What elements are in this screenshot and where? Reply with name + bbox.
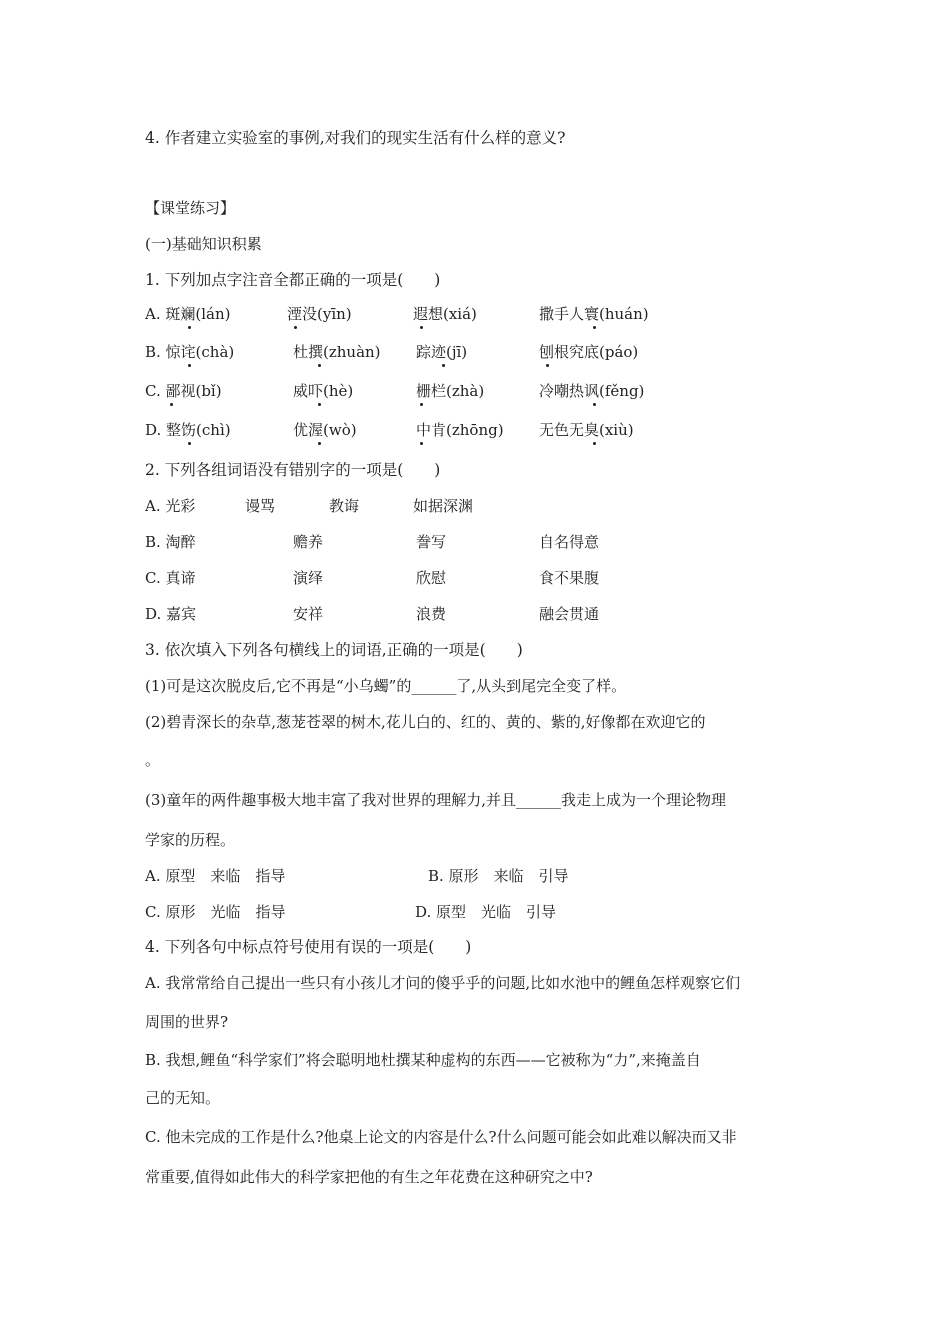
q4-option-b-line-2: 己的无知。 bbox=[145, 1089, 221, 1107]
q4-stem: 4. 下列各句中标点符号使用有误的一项是( ) bbox=[145, 938, 472, 956]
q1-d-4: 无色无臭(xiù) bbox=[539, 421, 634, 439]
q3-sentence-3-end: 学家的历程。 bbox=[145, 831, 236, 849]
emphasis-dot bbox=[318, 364, 321, 367]
q1-b-1: B. 惊诧(chà) bbox=[145, 343, 235, 361]
emphasis-dot bbox=[442, 364, 445, 367]
q2-c-1: C. 真谛 bbox=[145, 569, 196, 587]
q4-option-a-line-1: A. 我常常给自己提出一些只有小孩儿才问的傻乎乎的问题,比如水池中的鲤鱼怎样观察它们 bbox=[145, 974, 741, 992]
q1-c-1: C. 鄙视(bǐ) bbox=[145, 382, 222, 400]
q1-a-1: A. 斑斓(lán) bbox=[145, 305, 231, 323]
q2-a-1: A. 光彩 bbox=[145, 497, 196, 515]
q2-stem: 2. 下列各组词语没有错别字的一项是( ) bbox=[145, 461, 441, 479]
emphasis-dot bbox=[420, 403, 423, 406]
emphasis-dot bbox=[593, 442, 596, 445]
q3-sentence-1: (1)可是这次脱皮后,它不再是“小乌蠋”的______了,从头到尾完全变了样。 bbox=[145, 677, 627, 695]
q1-c-3: 栅栏(zhà) bbox=[416, 382, 485, 400]
q1-a-3: 遐想(xiá) bbox=[413, 305, 477, 323]
emphasis-dot bbox=[546, 364, 549, 367]
q3-stem: 3. 依次填入下列各句横线上的词语,正确的一项是( ) bbox=[145, 641, 523, 659]
emphasis-dot bbox=[420, 326, 423, 329]
q1-c-4: 冷嘲热讽(fěng) bbox=[539, 382, 645, 400]
emphasis-dot bbox=[593, 403, 596, 406]
emphasis-dot bbox=[318, 403, 321, 406]
q3-option-b: B. 原形 来临 引导 bbox=[428, 867, 569, 885]
q1-d-1: D. 整饬(chì) bbox=[145, 421, 231, 439]
q2-b-4: 自名得意 bbox=[539, 533, 600, 551]
q2-b-2: 赡养 bbox=[293, 533, 324, 551]
q1-d-3: 中肯(zhōng) bbox=[416, 421, 504, 439]
q2-c-4: 食不果腹 bbox=[539, 569, 600, 587]
q3-option-c: C. 原形 光临 指导 bbox=[145, 903, 286, 921]
q2-d-4: 融会贯通 bbox=[539, 605, 600, 623]
q3-sentence-2: (2)碧青深长的杂草,葱茏苍翠的树木,花儿白的、红的、黄的、紫的,好像都在欢迎它的 bbox=[145, 713, 706, 731]
q4-option-c-line-2: 常重要,值得如此伟大的科学家把他的有生之年花费在这种研究之中? bbox=[145, 1168, 593, 1186]
emphasis-dot bbox=[294, 326, 297, 329]
q4-option-a-line-2: 周围的世界? bbox=[145, 1013, 229, 1031]
q4-option-b-line-1: B. 我想,鲤鱼“科学家们”将会聪明地杜撰某种虚构的东西——它被称为“力”,来掩盖自 bbox=[145, 1051, 701, 1069]
emphasis-dot bbox=[170, 403, 173, 406]
q4-option-c-line-1: C. 他未完成的工作是什么?他桌上论文的内容是什么?什么问题可能会如此难以解决而又非 bbox=[145, 1128, 737, 1146]
q3-option-d: D. 原型 光临 引导 bbox=[415, 903, 557, 921]
emphasis-dot bbox=[420, 442, 423, 445]
q2-b-3: 誊写 bbox=[416, 533, 447, 551]
emphasis-dot bbox=[593, 326, 596, 329]
q2-c-3: 欣慰 bbox=[416, 569, 447, 587]
q2-d-2: 安祥 bbox=[293, 605, 324, 623]
q1-b-4: 刨根究底(páo) bbox=[539, 343, 639, 361]
subsection-title: (一)基础知识积累 bbox=[145, 235, 262, 253]
q2-d-1: D. 嘉宾 bbox=[145, 605, 197, 623]
q1-b-3: 踪迹(jī) bbox=[416, 343, 468, 361]
emphasis-dot bbox=[318, 442, 321, 445]
q1-a-2: 湮没(yīn) bbox=[287, 305, 352, 323]
q2-a-2: 谩骂 bbox=[245, 497, 276, 515]
q1-b-2: 杜撰(zhuàn) bbox=[293, 343, 381, 361]
q2-a-4: 如据深渊 bbox=[413, 497, 474, 515]
q1-c-2: 威吓(hè) bbox=[293, 382, 354, 400]
q3-sentence-2-end: 。 bbox=[145, 751, 161, 769]
q3-option-a: A. 原型 来临 指导 bbox=[145, 867, 286, 885]
q1-stem: 1. 下列加点字注音全都正确的一项是( ) bbox=[145, 271, 441, 289]
section-title: 【课堂练习】 bbox=[145, 199, 236, 217]
q3-sentence-3: (3)童年的两件趣事极大地丰富了我对世界的理解力,并且______我走上成为一个理论物理 bbox=[145, 791, 727, 809]
q2-c-2: 演绎 bbox=[293, 569, 324, 587]
question-4-reflection: 4. 作者建立实验室的事例,对我们的现实生活有什么样的意义? bbox=[145, 129, 566, 147]
emphasis-dot bbox=[188, 364, 191, 367]
emphasis-dot bbox=[188, 442, 191, 445]
q1-d-2: 优渥(wò) bbox=[293, 421, 357, 439]
q2-a-3: 教诲 bbox=[329, 497, 360, 515]
q2-d-3: 浪费 bbox=[416, 605, 447, 623]
emphasis-dot bbox=[188, 326, 191, 329]
q2-b-1: B. 淘醉 bbox=[145, 533, 196, 551]
q1-a-4: 撒手人寰(huán) bbox=[539, 305, 649, 323]
